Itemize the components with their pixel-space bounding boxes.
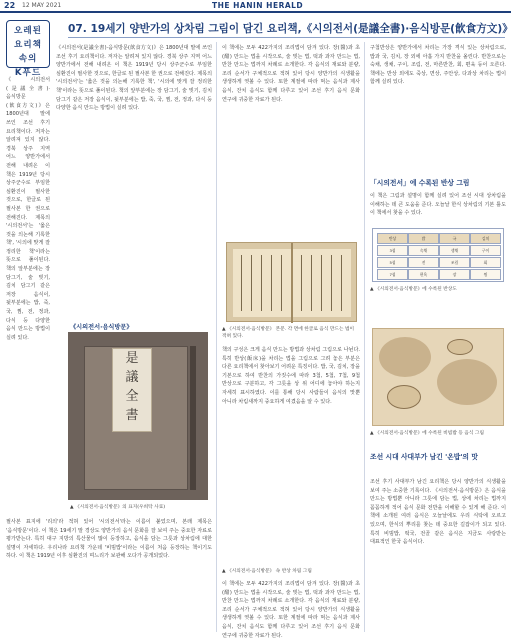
column-divider xyxy=(216,42,217,632)
issue-date: 12 MAY 2021 xyxy=(22,2,62,9)
photo-title: 《시의전서·음식방문》 xyxy=(70,324,133,331)
diagram-cell: 국 xyxy=(439,233,470,244)
book-page-right xyxy=(293,249,351,317)
kicker-line: K푸드 xyxy=(14,68,42,78)
column-divider xyxy=(364,42,365,632)
diagram-cell: 회 xyxy=(470,257,501,268)
photo-caption: ▲ 《시의전서·음식방문》에 수록된 비빔밥 등 음식 그림 xyxy=(370,431,484,436)
header-rule xyxy=(0,11,511,13)
table-setting-diagram xyxy=(372,228,504,282)
diagram-row xyxy=(377,245,501,256)
article-body-text: 이 책에는 모두 422가지의 조리법이 담겨 있다. 장(醬)과 초(醋) 만드는 법을 시작으로, 술 빚는 법, 떡과 과자 만드는 법, 반찬 만드는 법까지 차례로 소개한다. 각 음식의 재료와 분량, 조리 순서가 구체적으로 적혀 있어 당시 양반가의 식생활을 생생하게 엿볼 수 있다. 또한 계절에 따라 먹는 음식과 제사 음식, 잔치 음식도 함께 다루고 있어 조선 후기 음식 문화 연구에 귀중한 자료가 된다. xyxy=(222,581,360,639)
headline-rule xyxy=(68,37,505,38)
page-header xyxy=(0,0,511,11)
book-cover-photo xyxy=(68,332,208,500)
cover-title-label xyxy=(112,348,152,432)
cover-glyph: 書 xyxy=(125,408,139,423)
book-page-left xyxy=(233,249,291,317)
diagram-cell: 김치 xyxy=(470,233,501,244)
open-book-photo xyxy=(226,242,357,322)
diagram-cell: 반상 xyxy=(377,233,408,244)
publication-name: THE HANIN HERALD xyxy=(212,1,304,10)
diagram-row xyxy=(377,233,501,244)
article-body-text: 조선 후기 사대부가 남긴 요리책은 당시 양반가의 식생활을 보여 주는 소중한 기록이다. 《시의전서·음식방문》은 음식을 만드는 방법뿐 아니라 그릇에 담는 법, 상에 차리는 법까지 꼼꼼하게 적어 음식 문화 전반을 이해할 수 있게 해 준다. 이 책에 소개된 여러 음식은 오늘날에도 우리 식탁에 오르고 있으며, 한식의 뿌리를 찾는 데 중요한 길잡이가 되고 있다. 특히 비빔밥, 떡국, 전골 같은 음식은 지금도 사랑받는 대표적인 한국 음식이다. xyxy=(370,479,506,546)
photo-caption: ▲ 《시의전서·음식방문》 본문. 각 면에 한글로 음식 만드는 법이 적혀 있다. xyxy=(222,327,355,340)
food-illustration xyxy=(372,328,504,426)
article-body-text: 필사본 표지에 '리의'라 적혀 있어 '시의전서'라는 이름이 붙었으며, 본래 제목은 '음식방문'이다. 이 책은 19세기 말 경상도 양반가의 음식 문화를 잘 보여 주는 중요한 자료로 평가받는다. 특히 대구 지방의 특산물이 많이 등장하고, 음식을 담는 그릇과 상차림에 대한 설명이 자세하다. 우리나라 요리책 가운데 '비빔밥'이라는 이름이 처음 등장하는 책이기도 하다. 이 책은 1919년 이후 심환진의 며느리가 보관해 오다가 공개되었다. xyxy=(6,519,212,560)
diagram-cell: 밥 xyxy=(408,233,439,244)
diagram-cell: 숙채 xyxy=(408,245,439,256)
diagram-cell: 전 xyxy=(408,257,439,268)
section-subheading: 조선 시대 사대부가 남긴 '온밥'의 맛 xyxy=(370,453,478,461)
kicker-line: 요리책 속의 xyxy=(14,40,42,64)
diagram-cell: 구이 xyxy=(470,245,501,256)
article-body-text: 《시의전서(是議全書)·음식방문(飮食方文)》은 1800년대 말에 쓰인 조선 후기 요리책이다. 저자는 알려져 있지 않다. 경북 상주 지역 어느 양반가에서 전해 내려온 이 책은 1919년 당시 상주군수로 부임한 심환진이 필사한 것으로, 한글로 된 필사본 한 권으로 전해진다. 제목의 '시의전서'는 '옳은 것을 의논해 기록한 책', '시의에 맞게 잘 정리한 책'이라는 뜻으로 풀이된다. 책의 앞부분에는 장 담그기, 술 빚기, 김치 담그기 같은 저장 음식이, 뒷부분에는 밥, 죽, 국, 찜, 전, 정과, 다식 등 다양한 음식 만드는 방법이 실려 있다. xyxy=(56,45,212,112)
diagram-row xyxy=(377,269,501,280)
cover-glyph: 是 xyxy=(125,351,139,366)
cover-glyph: 議 xyxy=(125,370,139,385)
page-number: 22 xyxy=(4,1,16,10)
diagram-cell: 생채 xyxy=(439,245,470,256)
diagram-cell: 7첩 xyxy=(377,269,408,280)
diagram-cell: 찜 xyxy=(470,269,501,280)
article-body-text: 이 책은 그림과 설명이 함께 실려 있어 조선 시대 상차림을 이해하는 데 큰 도움을 준다. 오늘날 한식 상차림의 기본 틀도 이 책에서 찾을 수 있다. xyxy=(370,193,506,217)
cover-binding xyxy=(190,346,196,490)
article-body-text: 《시의전서(是議全書)·음식방문(飮食方文)》은 1800년대 말에 쓰인 조선 후기 요리책이다. 저자는 알려져 있지 않다. 경북 상주 지역 어느 양반가에서 전해 내려온 이 책은 1919년 당시 상주군수로 부임한 심환진이 필사한 것으로, 한글로 된 필사본 한 권으로 전해진다. 제목의 '시의전서'는 '옳은 것을 의논해 기록한 책', '시의에 맞게 잘 정리한 책'이라는 뜻으로 풀이된다. 책의 앞부분에는 장 담그기, 술 빚기, 김치 담그기 같은 저장 음식이, 뒷부분에는 밥, 죽, 국, 찜, 전, 정과, 다식 등 다양한 음식 만드는 방법이 실려 있다. xyxy=(6,77,50,341)
article-headline: 07. 19세기 양반가의 상차림 그림이 담긴 요리책,《시의전서(是議全書)·음식방문(飮食方文)》 xyxy=(68,23,513,35)
article-body-text: 구첩반상은 양반가에서 차리는 가장 격식 있는 상차림으로, 밥과 국, 김치, 장 외에 아홉 가지 반찬을 올린다. 반찬으로는 숙채, 생채, 구이, 조림, 전, 마른반찬, 회, 편육 등이 오른다. 책에는 반상 외에도 죽상, 면상, 주안상, 다과상 차리는 법이 함께 실려 있다. xyxy=(370,45,506,86)
photo-caption: ▲ 《시의전서·음식방문》의 표지(우희탁 사료) xyxy=(70,505,166,510)
diagram-row xyxy=(377,257,501,268)
diagram-cell: 장 xyxy=(439,269,470,280)
article-body-text: 이 책에는 모두 422가지의 조리법이 담겨 있다. 장(醬)과 초(醋) 만드는 법을 시작으로, 술 빚는 법, 떡과 과자 만드는 법, 반찬 만드는 법까지 차례로 소개한다. 각 음식의 재료와 분량, 조리 순서가 구체적으로 적혀 있어 당시 양반가의 식생활을 생생하게 엿볼 수 있다. 또한 계절에 따라 먹는 음식과 제사 음식, 잔치 음식도 함께 다루고 있어 조선 후기 음식 문화 연구에 귀중한 자료가 된다. xyxy=(222,45,360,103)
article-body-text: 책의 구성은 크게 음식 만드는 방법과 상차림 그림으로 나뉜다. 특히 반상(飯床)을 차리는 법을 그림으로 그려 놓은 부분은 다른 요리책에서 찾아보기 어려운 특징이다. 밥, 국, 김치, 장을 기본으로 하여 반찬의 가짓수에 따라 3첩, 5첩, 7첩, 9첩 반상으로 구분하고, 각 그릇을 상 위 어디에 놓아야 하는지 자세히 표시하였다. 이를 통해 당시 사람들이 음식의 맛뿐 아니라 차림새까지 중요하게 여겼음을 알 수 있다. xyxy=(222,347,360,405)
diagram-cell: 편육 xyxy=(408,269,439,280)
diagram-cell: 3첩 xyxy=(377,245,408,256)
diagram-cell: 조림 xyxy=(439,257,470,268)
section-subheading: 「시의전서」에 수록된 반상 그림 xyxy=(370,179,470,187)
section-kicker xyxy=(6,20,50,78)
kicker-line: 오레된 xyxy=(14,26,42,36)
cover-glyph: 全 xyxy=(125,389,139,404)
photo-caption: ▲ 《시의전서·음식방문》에 수록된 반상도 xyxy=(370,287,457,292)
diagram-cell: 5첩 xyxy=(377,257,408,268)
photo-caption: ▲ 《시의전서·음식방문》 속 반상 차림 그림 xyxy=(222,569,312,574)
